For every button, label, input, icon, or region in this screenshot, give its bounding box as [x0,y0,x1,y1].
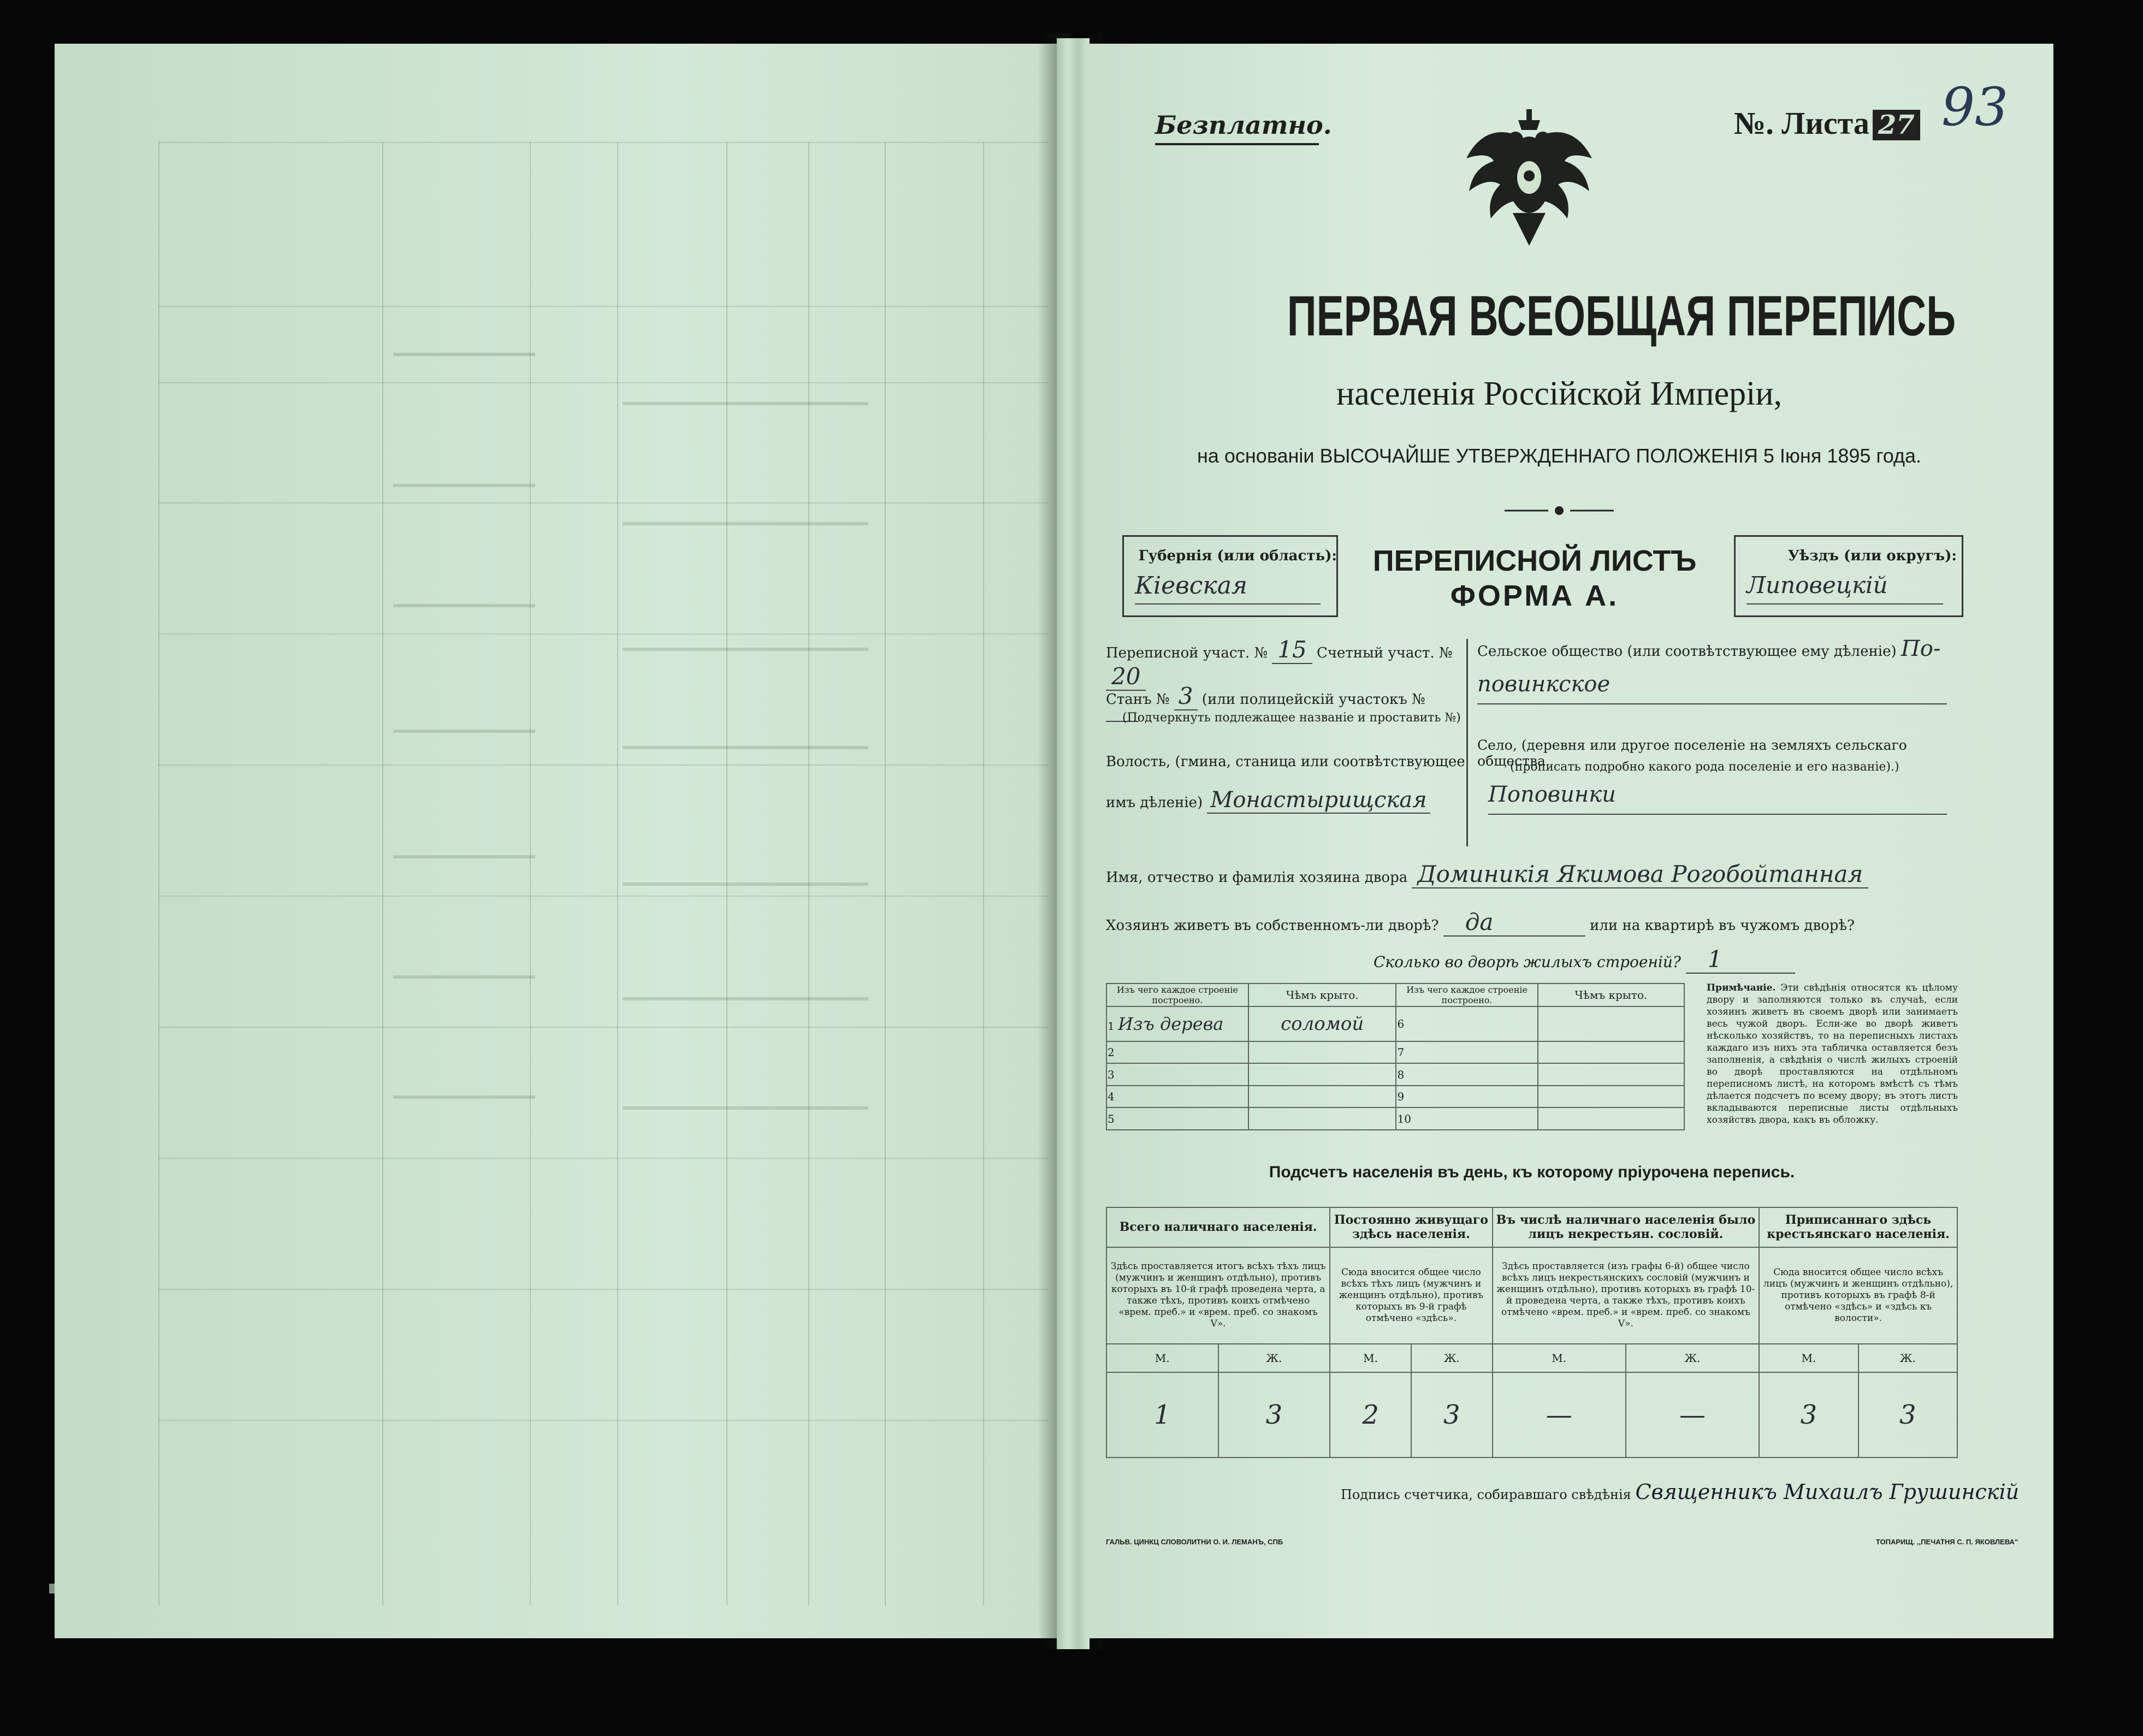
owner-lives-field [1106,909,1958,941]
col-roof-2: Чѣмъ крыто. [1538,983,1684,1006]
owner-lives-value: да [1443,909,1585,937]
guberniya-value: Кіевская [1135,572,1321,605]
stan-label: Станъ № [1106,691,1170,708]
count-desc-registered: Сюда вносится общее число всѣхъ лицъ (мужчинъ и женщинъ отдѣльно), противъ которыхъ въ графѣ 8-й отмѣчено «здѣсь» и «здѣсь къ волости». [1759,1247,1957,1344]
table-row [1106,1006,1684,1041]
double-eagle-emblem [1461,109,1597,251]
count-value: 3 [1858,1372,1957,1457]
selo-label: Село, (деревня или другое поселеніе на земляхъ сельскаго общества [1477,737,1907,769]
row-number: 10 [1396,1107,1537,1130]
table-row [1106,1041,1684,1064]
row-number: 9 [1396,1086,1537,1108]
imprint-right: ТОПАРИЩ. ,,ПЕЧАТНЯ С. П. ЯКОВЛЕВА" [1875,1538,2018,1546]
population-count-table [1106,1207,1958,1458]
free-label: Безплатно. [1155,110,1319,145]
buildings-value: 1 [1686,946,1795,974]
col-material-1: Изъ чего каждое строеніе построено. [1106,983,1248,1006]
row-number: 2 [1106,1041,1248,1064]
underline-note: (Подчеркнуть подлежащее названіе и проставить №) [1122,711,1461,725]
row1-roof: соломой [1248,1006,1396,1041]
guberniya-label: Губернія (или область): [1138,548,1337,564]
table-row [1106,1247,1957,1344]
apartment-label: или на квартирѣ въ чужомъ дворѣ? [1590,917,1855,934]
volost-label-2: имъ дѣленіе) [1106,795,1203,811]
bleed-through-marks [55,44,1081,1638]
signature-field [1341,1480,2020,1529]
society-value-2: повинкское [1477,672,1947,704]
count-header-registered: Приписаннаго здѣсь крестьянскаго населенія. [1759,1207,1957,1247]
ornament-divider [1505,502,1614,519]
note-text: Эти свѣдѣнія относятся къ цѣлому двору и заполняются только въ случаѣ, если хозяинъ живетъ въ своемъ дворѣ или занимаетъ весь чужой дворъ. Если-же во дворѣ живетъ нѣсколько хозяйствъ, то на переписныхъ листахъ каждаго изъ нихъ эта табличка оставляется безъ заполненія, а свѣдѣнія о числѣ жилыхъ строеній во дворѣ проставляются на отдѣльномъ переписномъ листѣ, на которомъ вмѣстѣ съ тѣмъ дѣлается подсчетъ по всему двору; въ этотъ листъ вкладываются переписные листы отдѣльныхъ хозяйствъ двора, какъ въ обложку. [1707,982,1958,1125]
count-desc-permanent: Сюда вносится общее число всѣхъ тѣхъ лицъ (мужчинъ и женщинъ отдѣльно), противъ которыхъ въ 9-й графѣ отмѣчено «здѣсь». [1330,1247,1492,1344]
table-row [1106,1344,1957,1372]
note-title: Примѣчаніе. [1707,982,1776,993]
stan-value: 3 [1174,683,1198,710]
volost-label: Волость, (гмина, станица или соотвѣтствующее [1106,754,1465,770]
owner-name-value: Доминикія Якимова Рогобойтанная [1412,861,1868,888]
selo-note: (прописать подробно какого рода поселеніе и его названіе).) [1510,760,1899,774]
police-label: (или полицейскій участокъ № [1201,691,1425,708]
count-header-nonpeasant: Въ числѣ наличнаго населенія было лицъ некрестьян. сословій. [1493,1207,1760,1247]
count-value: 3 [1759,1372,1858,1457]
count-value: — [1626,1372,1759,1457]
signature-value: Священникъ Михаилъ Грушинскій [1635,1480,2020,1504]
selo-value: Поповинки [1488,782,1947,815]
row-number: 5 [1106,1107,1248,1130]
society-value-1: По- [1901,636,1941,661]
count-value: — [1493,1372,1626,1457]
form-title-box [1346,535,1723,617]
sheet-no-value: 27 [1873,110,1920,140]
row-number: 1 [1108,1019,1115,1033]
row-number: 4 [1106,1086,1248,1108]
count-title: Подсчетъ населенія въ день, къ которому пріурочена перепись. [1269,1163,1795,1181]
guberniya-box [1122,535,1338,617]
table-row [1106,1063,1684,1086]
uezd-value: Липовецкій [1747,572,1943,605]
row-number: 7 [1396,1041,1537,1064]
col-material-2: Изъ чего каждое строеніе построено. [1396,983,1537,1006]
count-value: 3 [1218,1372,1330,1457]
count-header-permanent: Постоянно живущаго здѣсь населенія. [1330,1207,1492,1247]
row-number: 8 [1396,1063,1537,1086]
note-block [1707,982,1958,1140]
row1-material: Изъ дерева [1118,1013,1224,1034]
uchastok-field [1106,636,1461,690]
sheet-no-text: №. Листа [1734,105,1869,141]
census-form-page [1084,44,2053,1638]
society-field [1477,636,1947,669]
uchastok-value: 15 [1272,636,1312,664]
col-roof-1: Чѣмъ крыто. [1248,983,1396,1006]
volost-value: Монастырищская [1207,787,1430,814]
col-m: М. [1493,1344,1626,1372]
owner-name-field [1106,861,1958,893]
uchastok-label: Переписной участ. № [1106,645,1268,661]
col-zh: Ж. [1218,1344,1330,1372]
count-value: 1 [1106,1372,1218,1457]
owner-name-label: Имя, отчество и фамилія хозяина двора [1106,869,1408,886]
left-page [55,44,1081,1638]
owner-lives-label: Хозяинъ живетъ въ собственномъ-ли дворѣ? [1106,917,1439,934]
archive-page-number: 93 [1941,76,2009,138]
row-number: 6 [1396,1006,1537,1041]
stan-field [1106,683,1461,710]
count-desc-nonpeasant: Здѣсь проставляется (изъ графы 6-й) общее число всѣхъ лицъ некрестьянскихъ сословій (мужчинъ и женщинъ отдѣльно), противъ которыхъ въ графѣ 10-й проведена черта, а также тѣхъ, противъ коихъ отмѣчено «врем. преб.» и «врем. преб. со знакомъ V». [1493,1247,1760,1344]
census-subtitle: населенія Россійской Имперіи, [1336,375,1783,412]
form-title: ПЕРЕПИСНОЙ ЛИСТЪ [1372,544,1697,577]
uezd-label: Уѣздъ (или округъ): [1787,548,1957,564]
uezd-box [1734,535,1963,617]
count-header-total: Всего наличнаго населенія. [1106,1207,1330,1247]
table-row [1106,1207,1957,1247]
col-zh: Ж. [1411,1344,1493,1372]
imprint-left: ГАЛЬВ. ЦИНКЦ СЛОВОЛИТНИ О. И. ЛЕМАНЪ, СПБ [1106,1538,1283,1546]
buildings-label: Сколько во дворѣ жилыхъ строеній? [1374,953,1681,971]
field-column-divider [1466,639,1468,846]
schetny-label: Счетный участ. № [1316,645,1453,661]
table-row [1106,1372,1957,1457]
count-desc-total: Здѣсь проставляется итогъ всѣхъ тѣхъ лицъ (мужчинъ и женщинъ отдѣльно), противъ которыхъ въ 10-й графѣ проведена черта, а также тѣхъ, противъ коихъ отмѣчено «врем. преб.» и «врем. преб. со знакомъ V». [1106,1247,1330,1344]
col-m: М. [1759,1344,1858,1372]
census-main-title: ПЕРВАЯ ВСЕОБЩАЯ ПЕРЕПИСЬ [1287,285,1956,348]
col-m: М. [1106,1344,1218,1372]
signature-label: Подпись счетчика, собиравшаго свѣдѣнія [1341,1487,1631,1502]
census-basis: на основаніи ВЫСОЧАЙШЕ УТВЕРЖДЕННАГО ПОЛОЖЕНІЯ 5 Іюня 1895 года. [1197,445,1921,467]
buildings-field [1374,946,1810,979]
sheet-number-label [1734,105,1941,149]
col-zh: Ж. [1626,1344,1759,1372]
society-label: Сельское общество (или соотвѣтствующее ему дѣленіе) [1477,643,1897,660]
count-value: 3 [1411,1372,1493,1457]
table-row [1106,1086,1684,1108]
table-row [1106,1107,1684,1130]
count-value: 2 [1330,1372,1411,1457]
col-zh: Ж. [1858,1344,1957,1372]
buildings-table [1106,983,1685,1130]
schetny-value: 20 [1106,663,1146,691]
volost-field [1106,787,1466,820]
row-number: 3 [1106,1063,1248,1086]
form-subtitle: ФОРМА А. [1450,579,1619,612]
col-m: М. [1330,1344,1411,1372]
